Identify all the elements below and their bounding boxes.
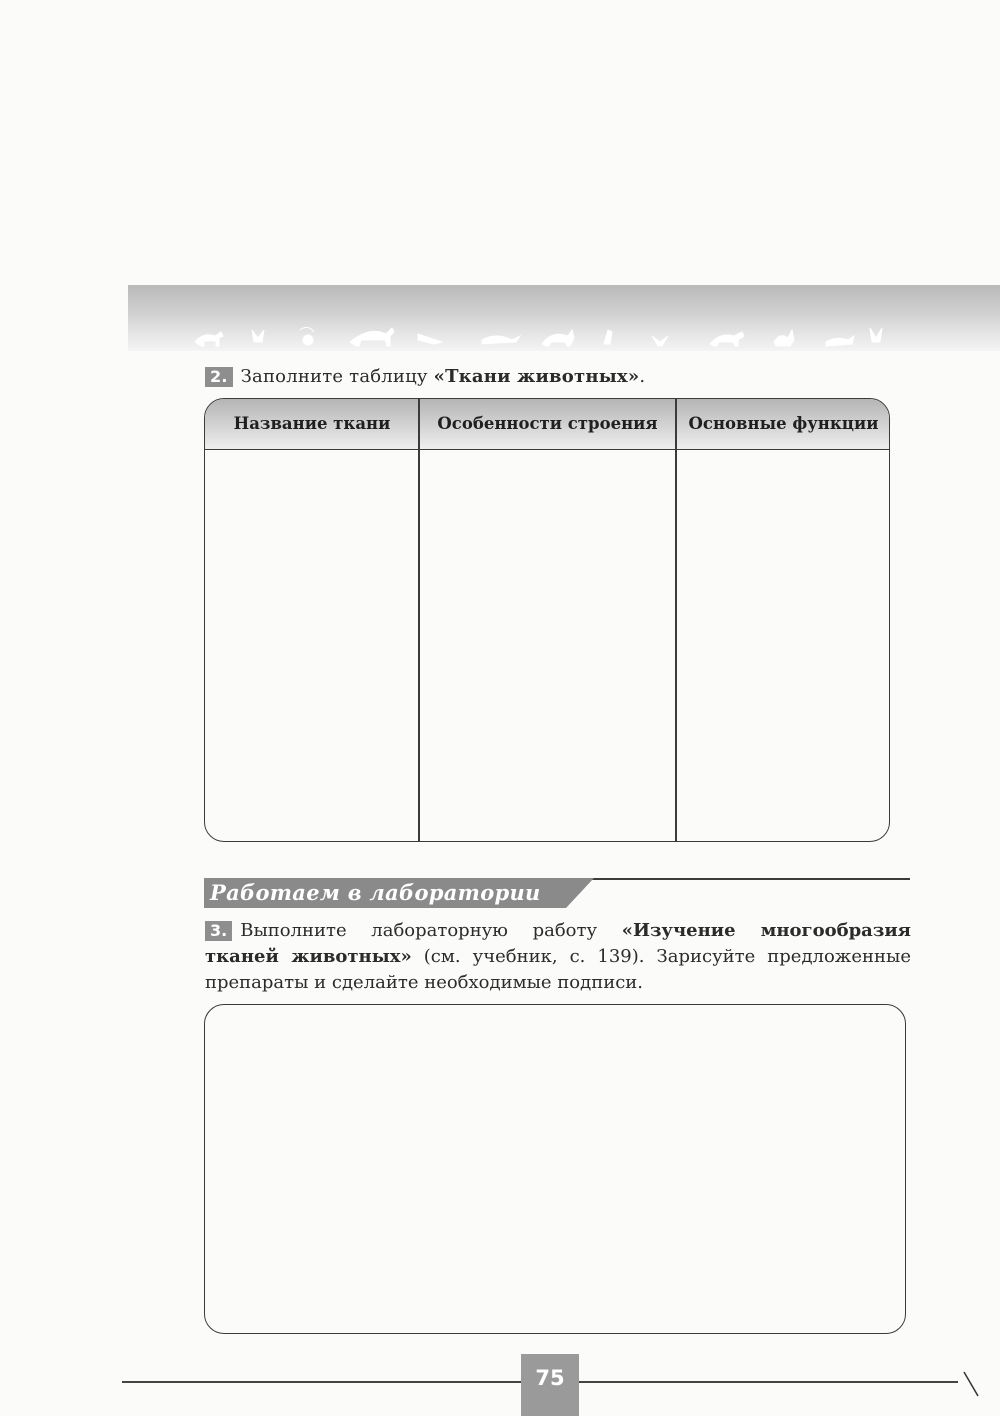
task-3-number: 3.	[205, 921, 232, 941]
page-number: 75	[535, 1366, 565, 1390]
lab-section-heading	[204, 878, 594, 908]
page-number-badge	[521, 1354, 579, 1416]
lab-heading-text: Работаем в лаборатории	[210, 880, 541, 905]
task-2-title: «Ткани животных»	[433, 366, 640, 387]
tissue-name-cell[interactable]	[205, 451, 418, 841]
animal-silhouettes-strip	[190, 320, 890, 354]
task-3-instruction	[205, 918, 911, 996]
animal-tissues-table	[204, 398, 890, 842]
task-3-title: «Изучение многообразия тканей животных»	[205, 920, 911, 967]
task-2-instruction	[205, 366, 925, 388]
footer-rule-right	[578, 1381, 958, 1383]
task-3-text-after: (см. учебник, с. 139). Зарисуйте предложенные препараты и сделайте необходимые подписи.	[205, 946, 911, 993]
functions-cell[interactable]	[677, 451, 889, 841]
footer-rule-left	[122, 1381, 522, 1383]
task-3-text-before: Выполните лабораторную работу	[240, 920, 622, 941]
task-2-number: 2.	[205, 367, 233, 387]
task-2-end: .	[639, 366, 646, 387]
structure-cell[interactable]	[420, 451, 675, 841]
drawing-area[interactable]	[204, 1004, 906, 1334]
column-header-structure: Особенности строения	[437, 414, 658, 433]
column-header-functions: Основные функции	[688, 414, 879, 433]
column-header-tissue-name: Название ткани	[233, 414, 391, 433]
scan-mark	[962, 1370, 982, 1400]
task-2-text: Заполните таблицу	[240, 366, 434, 387]
